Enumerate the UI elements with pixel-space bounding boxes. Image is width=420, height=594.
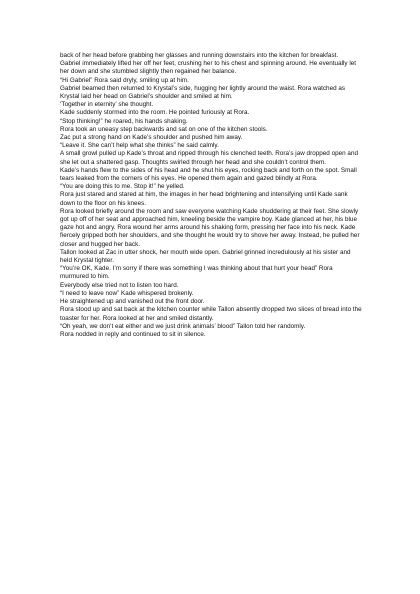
paragraph-18: Everybody else tried not to listen too hard. (60, 281, 179, 289)
paragraph-9: Zac put a strong hand on Kade’s shoulder and pushed him away. (60, 134, 243, 142)
paragraph-10: “Leave it. She can’t help what she thinks” he said calmly. (60, 142, 219, 150)
paragraph-6: Kade suddenly stormed into the room. He pointed furiously at Rora. (60, 109, 250, 117)
paragraph-17: “You’re OK, Kade. I’m sorry if there was something I was thinking about that hurt your head” Rora murmured to him. (60, 265, 333, 281)
paragraph-20: He straightened up and vanished out the front door. (60, 298, 205, 306)
paragraph-21: Rora stood up and sat back at the kitchen counter while Tallon absently dropped two slices of bread into the toaster for her. Rora looked at her and smiled distantly. (60, 306, 362, 322)
paragraph-2: Gabriel immediately lifted her off her feet, crushing her to his chest and spinning around. He eventually let her down and she stumbled slightly then regained her balance. (60, 60, 357, 76)
paragraph-1: back of her head before grabbing her glasses and running downstairs into the kitchen for breakfast. (60, 52, 339, 59)
paragraph-7: “Stop thinking!” he roared, his hands shaking. (60, 117, 188, 125)
paragraph-14: Rora just stared and stared at him, the images in her head brightening and intensifying until Kade sank down to the floor on his knees. (60, 191, 348, 207)
paragraph-13: “You are doing this to me. Stop it!” he yelled. (60, 183, 185, 191)
paragraph-19: “I need to leave now” Kade whispered brokenly. (60, 289, 194, 297)
paragraph-23: Rora nodded in reply and continued to sit in silence. (60, 330, 206, 338)
paragraph-12: Kade’s hands flew to the sides of his head and he shut his eyes, rocking back and forth on the spot. Small tears leaked from the corners of his eyes. He opened them again and gazed blindly at Rora. (60, 166, 357, 183)
paragraph-8: Rora took an uneasy step backwards and sat on one of the kitchen stools. (60, 125, 268, 133)
paragraph-5: ‘Together in eternity’ she thought. (60, 101, 154, 109)
paragraph-3: “Hi Gabriel” Rora said dryly, smiling up at him. (60, 76, 189, 84)
paragraph-15: Rora looked briefly around the room and saw everyone watching Kade shuddering at their feet. She slowly got up off of her seat and approached him, kneeling beside the vampire boy. Kade glanced at her, his blue gaze hot and angry. Rora wound her arms around his shaking form, pressing her face into his neck. Kade fiercely gripped both her shoulders, and she thought he would try to shove her away. Instead, he pulled her closer and hugged her back. (60, 207, 360, 248)
paragraph-16: Tallon looked at Zac in utter shock, her mouth wide open. Gabriel grinned incredulously at his sister and held Krystal tighter. (60, 248, 351, 265)
paragraph-4: Gabriel beamed then returned to Krystal’s side, hugging her lightly around the waist. Rora watched as Krystal laid her head on Gabriel’s shoulder and smiled at him. (60, 84, 346, 101)
paragraph-22: “Oh yeah, we don’t eat either and we just drink animals’ blood” Tallon told her randomly. (60, 322, 306, 330)
paragraph-11: A small growl pulled up Kade’s throat and ripped through his clenched teeth. Rora’s jaw dropped open and she let out a shattered gasp. Thoughts swirled through her head and she couldn’t control them. (60, 150, 358, 166)
